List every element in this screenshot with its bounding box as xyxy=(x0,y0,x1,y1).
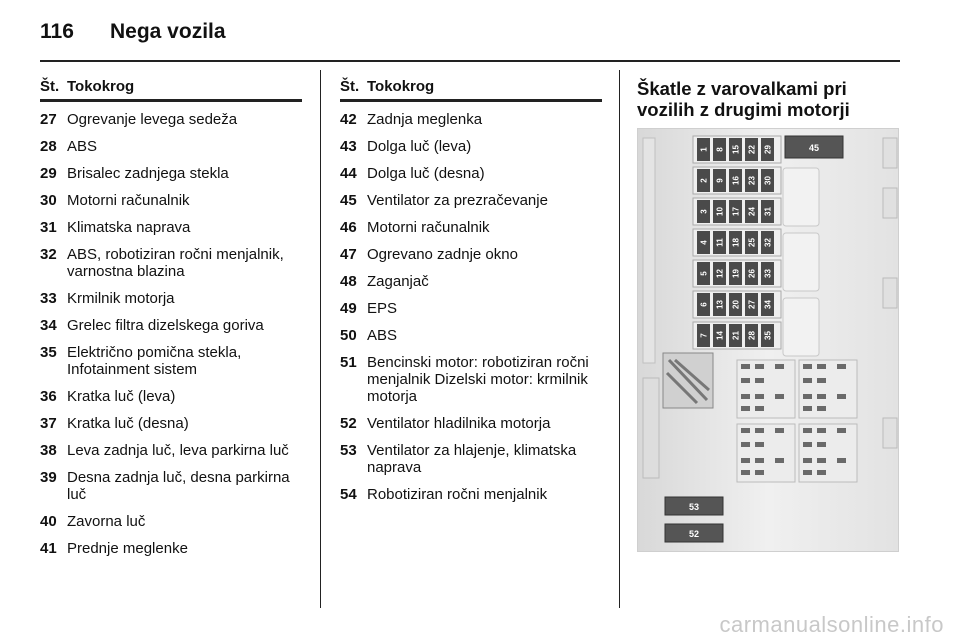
page-title: Nega vozila xyxy=(110,20,226,43)
fuse-10-label: 10 xyxy=(715,207,725,216)
fuse-number: 36 xyxy=(40,388,57,405)
fuse-31-label: 31 xyxy=(763,207,773,216)
table-row xyxy=(340,442,602,476)
fuse-number: 30 xyxy=(40,192,57,209)
column-divider xyxy=(320,70,321,608)
circuit-name: ABS xyxy=(67,138,98,155)
column-header-circuit: Tokokrog xyxy=(67,78,135,95)
fuse-52-label: 52 xyxy=(688,529,700,539)
fuse-20-label: 20 xyxy=(731,300,741,309)
fuse-number: 41 xyxy=(40,540,57,557)
fuse-number: 40 xyxy=(40,513,57,530)
table-row xyxy=(40,344,302,378)
fuse-21-label: 21 xyxy=(731,331,741,340)
fuse-45-label: 45 xyxy=(808,143,820,153)
table-row xyxy=(40,219,302,236)
fuse-5-label: 5 xyxy=(699,271,709,276)
table-row xyxy=(340,246,602,263)
table-row xyxy=(340,300,602,317)
circuit-name: ABS xyxy=(367,327,398,344)
circuit-name: Brisalec zadnjega stekla xyxy=(67,165,229,182)
circuit-name: Motorni računalnik xyxy=(67,192,190,209)
mini-fuse-block xyxy=(693,136,781,349)
table-row xyxy=(40,469,302,503)
table-body xyxy=(40,111,302,557)
fuse-22-label: 22 xyxy=(747,145,757,154)
circuit-name: Klimatska naprava xyxy=(67,219,191,236)
relay-slot xyxy=(783,298,819,356)
table-row xyxy=(340,415,602,432)
fuse-number: 38 xyxy=(40,442,57,459)
fuse-8-label: 8 xyxy=(715,147,725,152)
fuse-number: 34 xyxy=(40,317,57,334)
fuse-3-label: 3 xyxy=(699,209,709,214)
circuit-name: Motorni računalnik xyxy=(367,219,490,236)
fuse-28-label: 28 xyxy=(747,331,757,340)
circuit-name: Robotiziran ročni menjalnik xyxy=(367,486,548,503)
circuit-name: ABS, robotiziran ročni menjalnik, varnostna blazina xyxy=(67,246,284,280)
circuit-name: Zaganjač xyxy=(367,273,429,290)
circuit-name: Zadnja meglenka xyxy=(367,111,483,128)
fuse-number: 52 xyxy=(340,415,357,432)
fuse-number: 46 xyxy=(340,219,357,236)
fuse-2-label: 2 xyxy=(699,178,709,183)
table-row xyxy=(40,192,302,209)
table-row xyxy=(340,273,602,290)
table-header xyxy=(340,78,602,98)
section-heading: Škatle z varovalkami pri vozilih z drugimi motorji xyxy=(637,78,850,120)
fuse-box-diagram xyxy=(637,128,899,552)
table-row xyxy=(40,138,302,155)
table-body xyxy=(340,111,602,503)
circuit-name: Grelec filtra dizelskega goriva xyxy=(67,317,264,334)
circuit-name: Ventilator hladilnika motorja xyxy=(367,415,551,432)
fuse-34-label: 34 xyxy=(763,300,773,309)
fuse-30-label: 30 xyxy=(763,176,773,185)
circuit-name: Kratka luč (leva) xyxy=(67,388,176,405)
fuse-number: 45 xyxy=(340,192,357,209)
table-row xyxy=(340,111,602,128)
fuse-27-label: 27 xyxy=(747,300,757,309)
fuse-53-label: 53 xyxy=(688,502,700,512)
fuse-number: 43 xyxy=(340,138,357,155)
fuse-number: 31 xyxy=(40,219,57,236)
table-row xyxy=(40,290,302,307)
fuse-23-label: 23 xyxy=(747,176,757,185)
circuit-name: Ogrevano zadnje okno xyxy=(367,246,518,263)
fuse-number: 35 xyxy=(40,344,57,361)
column-header-circuit: Tokokrog xyxy=(367,78,435,95)
fuse-number: 47 xyxy=(340,246,357,263)
fuse-number: 50 xyxy=(340,327,357,344)
fuse-24-label: 24 xyxy=(747,207,757,216)
fuse-11-label: 11 xyxy=(715,238,725,247)
circuit-name: Dolga luč (leva) xyxy=(367,138,472,155)
table-row xyxy=(340,219,602,236)
circuit-name: Zavorna luč xyxy=(67,513,146,530)
circuit-name: Krmilnik motorja xyxy=(67,290,175,307)
circuit-name: Kratka luč (desna) xyxy=(67,415,189,432)
fuse-number: 39 xyxy=(40,469,57,486)
circuit-name: Leva zadnja luč, leva parkirna luč xyxy=(67,442,289,459)
circuit-name: Bencinski motor: robotiziran ročni menjalnik Dizelski motor: krmilnik motorja xyxy=(367,354,589,405)
table-row xyxy=(40,317,302,334)
header-divider xyxy=(40,60,900,62)
fuse-table-1 xyxy=(40,78,302,567)
relay-slot xyxy=(783,168,819,226)
fuse-7-label: 7 xyxy=(699,333,709,338)
circuit-name: Desna zadnja luč, desna parkirna luč xyxy=(67,469,290,503)
table-row xyxy=(340,486,602,503)
table-row xyxy=(40,442,302,459)
fuse-box-illustration xyxy=(637,128,899,552)
fuse-number: 54 xyxy=(340,486,357,503)
fuse-33-label: 33 xyxy=(763,269,773,278)
fuse-19-label: 19 xyxy=(731,269,741,278)
table-header-rule xyxy=(40,99,302,102)
fuse-9-label: 9 xyxy=(715,178,725,183)
column-divider xyxy=(619,70,620,608)
fuse-number: 29 xyxy=(40,165,57,182)
page-header xyxy=(40,20,226,44)
fuse-16-label: 16 xyxy=(731,176,741,185)
circuit-name: Dolga luč (desna) xyxy=(367,165,485,182)
circuit-name: Prednje meglenke xyxy=(67,540,188,557)
fuse-number: 49 xyxy=(340,300,357,317)
fuse-6-label: 6 xyxy=(699,302,709,307)
table-row xyxy=(340,192,602,209)
fuse-number: 53 xyxy=(340,442,357,459)
section-column xyxy=(637,78,902,120)
fuse-number: 28 xyxy=(40,138,57,155)
table-row xyxy=(340,327,602,344)
table-row xyxy=(340,138,602,155)
watermark: carmanualsonline.info xyxy=(719,612,944,637)
fuse-number: 44 xyxy=(340,165,357,182)
table-row xyxy=(40,540,302,557)
column-header-number: Št. xyxy=(340,78,360,95)
relay-slot xyxy=(783,233,819,291)
table-row xyxy=(340,165,602,182)
fuse-25-label: 25 xyxy=(747,238,757,247)
fuse-15-label: 15 xyxy=(731,145,741,154)
fuse-number: 27 xyxy=(40,111,57,128)
fuse-14-label: 14 xyxy=(715,331,725,340)
fuse-32-label: 32 xyxy=(763,238,773,247)
fuse-35-label: 35 xyxy=(763,331,773,340)
table-header-rule xyxy=(340,99,602,102)
fuse-number: 37 xyxy=(40,415,57,432)
fuse-number: 51 xyxy=(340,354,357,371)
circuit-name: Električno pomična stekla, Infotainment sistem xyxy=(67,344,242,378)
table-row xyxy=(40,513,302,530)
fuse-number: 33 xyxy=(40,290,57,307)
table-header xyxy=(40,78,302,98)
fuse-17-label: 17 xyxy=(731,207,741,216)
circuit-name: Ventilator za prezračevanje xyxy=(367,192,548,209)
fuse-29-label: 29 xyxy=(763,145,773,154)
column-header-number: Št. xyxy=(40,78,60,95)
fuse-table-2 xyxy=(340,78,602,513)
page-number: 116 xyxy=(40,20,74,43)
table-row xyxy=(40,415,302,432)
circuit-name: Ogrevanje levega sedeža xyxy=(67,111,238,128)
fuse-number: 48 xyxy=(340,273,357,290)
fuse-26-label: 26 xyxy=(747,269,757,278)
table-row xyxy=(40,111,302,128)
fuse-number: 32 xyxy=(40,246,57,263)
fuse-1-label: 1 xyxy=(699,147,709,152)
table-row xyxy=(40,246,302,280)
table-row xyxy=(40,165,302,182)
fuse-4-label: 4 xyxy=(699,240,709,245)
table-row xyxy=(340,354,602,405)
circuit-name: EPS xyxy=(367,300,398,317)
fuse-13-label: 13 xyxy=(715,300,725,309)
table-row xyxy=(40,388,302,405)
fuse-18-label: 18 xyxy=(731,238,741,247)
circuit-name: Ventilator za hlajenje, klimatska naprava xyxy=(367,442,577,476)
fuse-12-label: 12 xyxy=(715,269,725,278)
fuse-number: 42 xyxy=(340,111,357,128)
